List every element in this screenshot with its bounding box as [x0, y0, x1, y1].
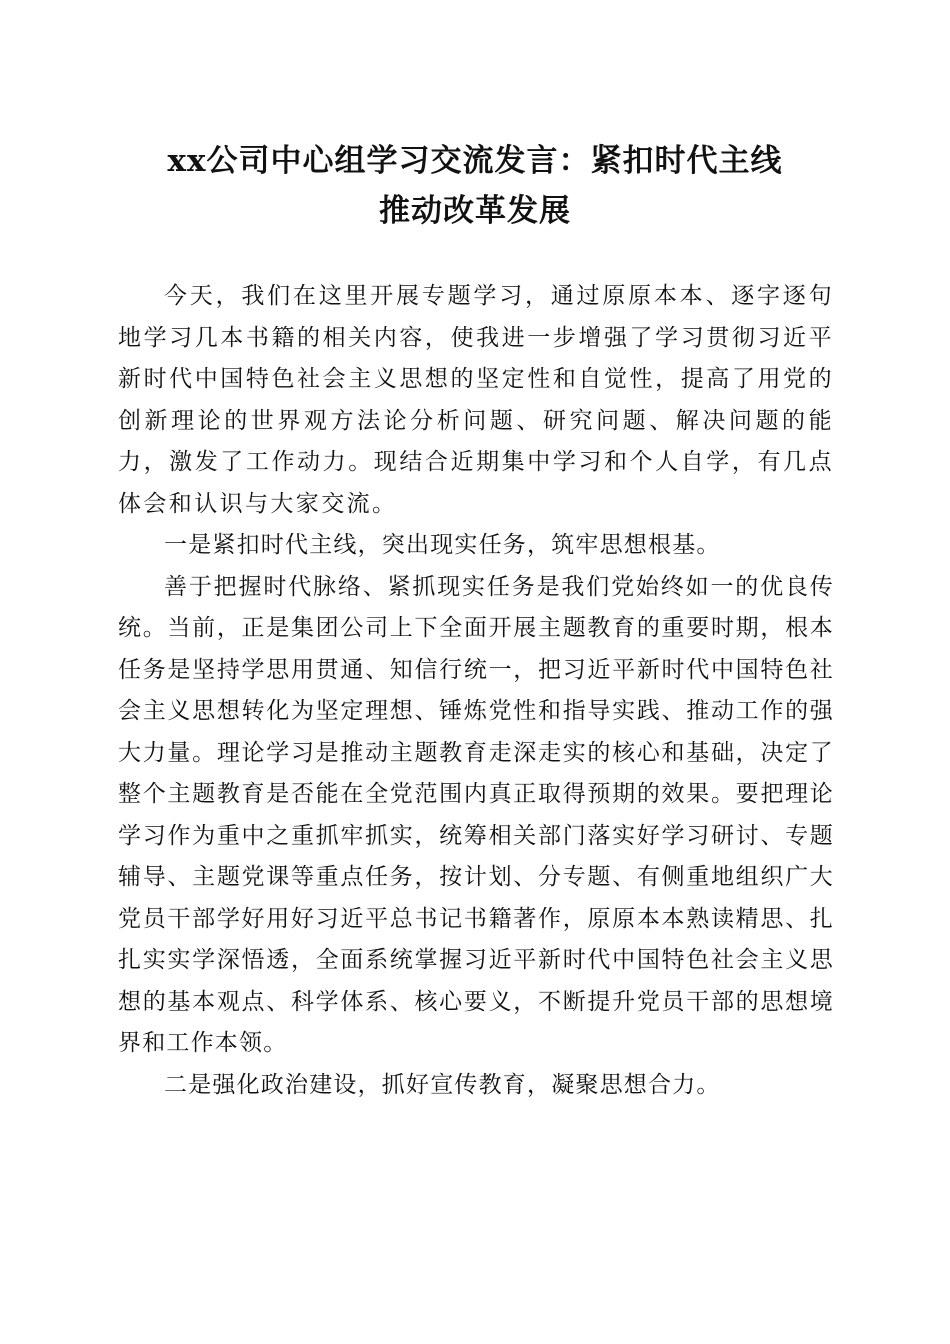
- intro-paragraph: 今天，我们在这里开展专题学习，通过原原本本、逐字逐句地学习几本书籍的相关内容，使我进一步增强了学习贯彻习近平新时代中国特色社会主义思想的坚定性和自觉性，提高了用党的创新理论的世界观方法论分析问题、研究问题、解决问题的能力，激发了工作动力。现结合近期集中学习和个人自学，有几点体会和认识与大家交流。: [118, 283, 834, 517]
- section-1-paragraph: 善于把握时代脉络、紧抓现实任务是我们党始终如一的优良传统。当前，正是集团公司上下全面开展主题教育的重要时期，根本任务是坚持学思用贯通、知信行统一，把习近平新时代中国特色社会主义思想转化为坚定理想、锤炼党性和指导实践、推动工作的强大力量。理论学习是推动主题教育走深走实的核心和基础，决定了整个主题教育是否能在全党范围内真正取得预期的效果。要把理论学习作为重中之重抓牢抓实，统筹相关部门落实好学习研讨、专题辅导、主题党课等重点任务，按计划、分专题、有侧重地组织广大党员干部学好用好习近平总书记书籍著作，原原本本熟读精思、扎扎实实学深悟透，全面系统掌握习近平新时代中国特色社会主义思想的基本观点、科学体系、核心要义，不断提升党员干部的思想境界和工作本领。: [118, 573, 834, 1056]
- section-heading-2: 二是强化政治建设，抓好宣传教育，凝聚思想合力。: [164, 1071, 721, 1098]
- title-line-1: xx公司中心组学习交流发言：紧扣时代主线: [167, 143, 783, 179]
- title-line-2: 推动改革发展: [379, 193, 571, 229]
- document-title: [120, 136, 830, 236]
- section-heading-1: 一是紧扣时代主线，突出现实任务，筑牢思想根基。: [164, 532, 721, 558]
- document-body: [118, 276, 834, 1106]
